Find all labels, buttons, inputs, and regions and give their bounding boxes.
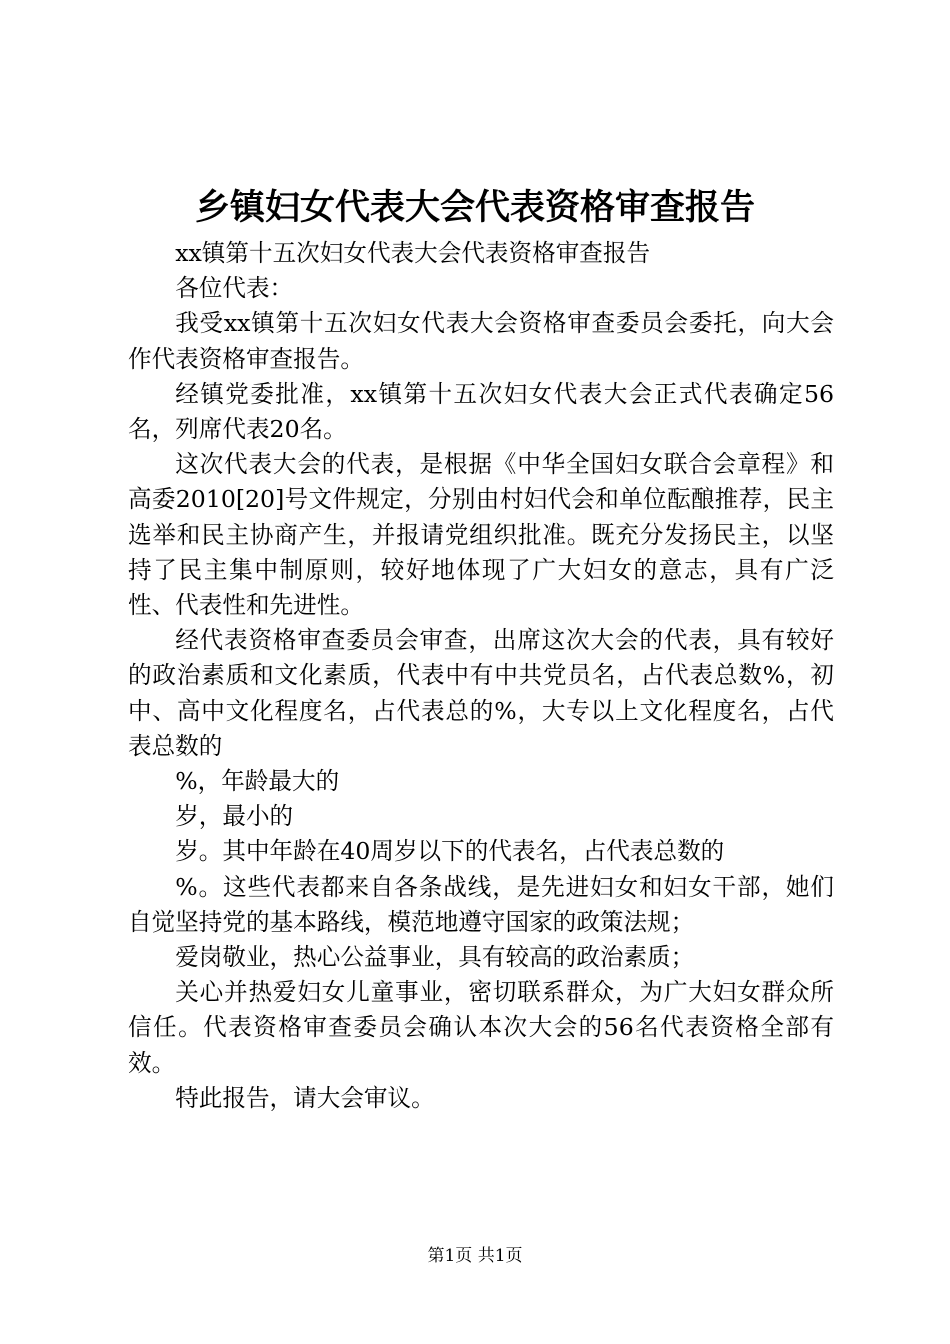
document-body — [128, 236, 834, 1116]
subtitle-line: xx镇第十五次妇女代表大会代表资格审查报告 — [175, 239, 651, 267]
paragraph: 我受xx镇第十五次妇女代表大会资格审查委员会委托，向大会作代表资格审查报告。 — [128, 309, 834, 373]
paragraph-fragment: 岁，最小的 — [175, 802, 294, 831]
paragraph: 这次代表大会的代表，是根据《中华全国妇女联合会章程》和高委2010[20]号文件规定，分别由村妇代会和单位酝酿推荐，民主选举和民主协商产生，并报请党组织批准。既充分发扬民主，以坚持了民主集中制原则，较好地体现了广大妇女的意志，具有广泛性、代表性和先进性。 — [128, 450, 834, 620]
paragraph: 关心并热爱妇女儿童事业，密切联系群众，为广大妇女群众所信任。代表资格审查委员会确认本次大会的56名代表资格全部有效。 — [128, 978, 834, 1077]
paragraph: 经代表资格审查委员会审查，出席这次大会的代表，具有较好的政治素质和文化素质，代表中有中共党员名，占代表总数%，初中、高中文化程度名，占代表总的%，大专以上文化程度名，占代表总数的 — [128, 626, 834, 760]
closing-line: 特此报告，请大会审议。 — [175, 1083, 435, 1112]
paragraph: %。这些代表都来自各条战线，是先进妇女和妇女干部，她们自觉坚持党的基本路线，模范地遵守国家的政策法规； — [128, 872, 834, 936]
page-number-footer: 第1页 共1页 — [427, 1246, 523, 1266]
paragraph: 爱岗敬业，热心公益事业，具有较高的政治素质； — [175, 943, 695, 972]
paragraph-fragment: %，年龄最大的 — [175, 767, 340, 796]
salutation: 各位代表： — [175, 274, 294, 303]
document-title: 乡镇妇女代表大会代表资格审查报告 — [194, 187, 755, 228]
paragraph: 经镇党委批准，xx镇第十五次妇女代表大会正式代表确定56名，列席代表20名。 — [128, 379, 834, 444]
paragraph-fragment: 岁。其中年龄在40周岁以下的代表名，占代表总数的 — [175, 837, 725, 866]
